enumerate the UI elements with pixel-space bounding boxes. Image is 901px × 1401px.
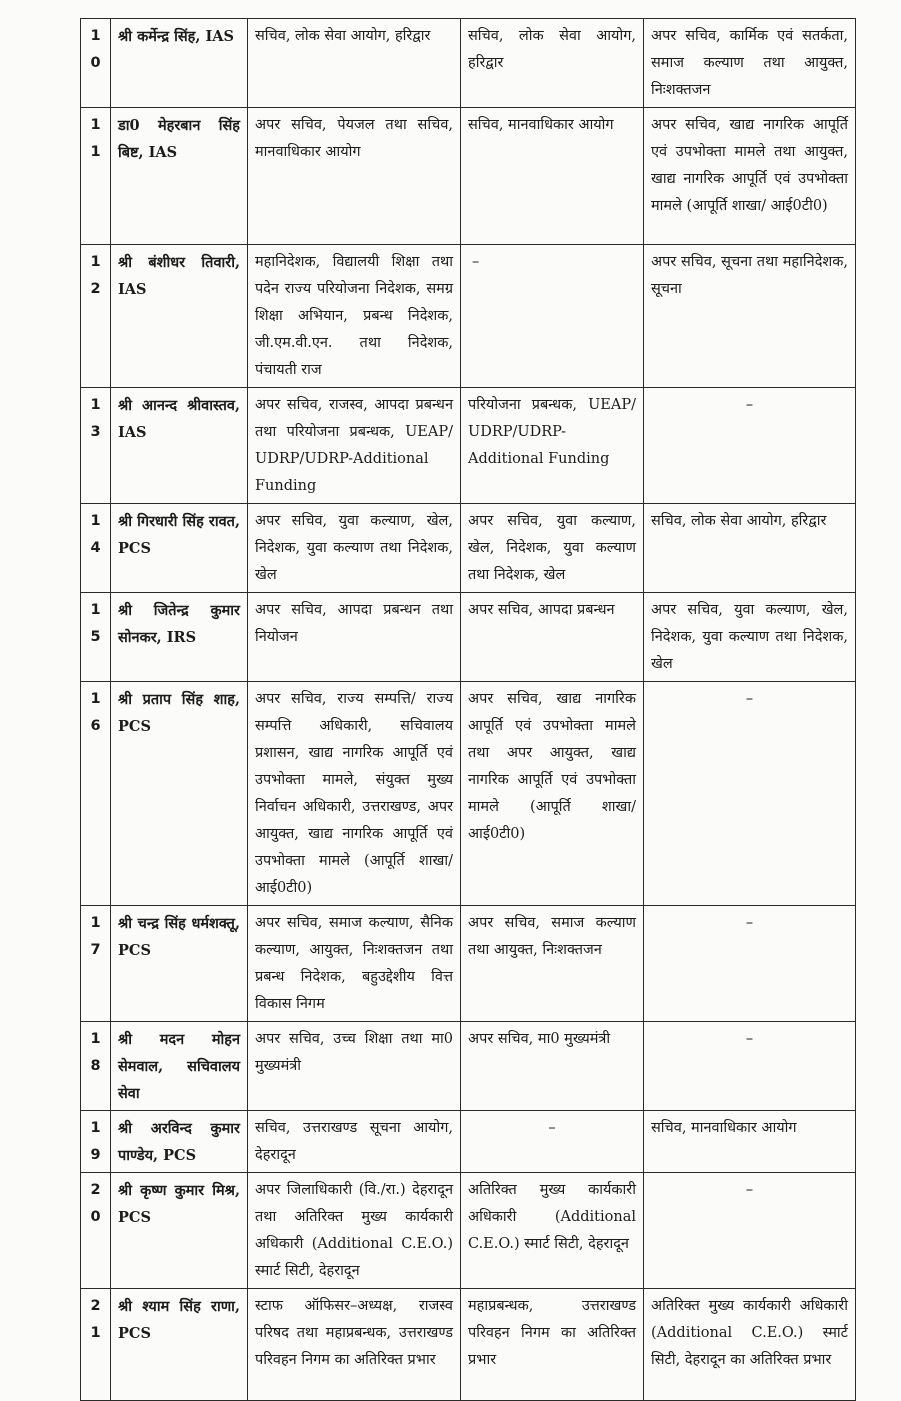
table-row [81, 19, 856, 108]
current-post: अपर सचिव, राज्य सम्पत्ति/ राज्य सम्पत्ति अधिकारी, सचिवालय प्रशासन, खाद्य नागरिक आपूर्ति एवं उपभोक्ता मामले, संयुक्त मुख्य निर्वाचन अधिकारी, उत्तराखण्ड, अपर आयुक्त, खाद्य नागरिक आपूर्ति एवं उपभोक्ता मामले (आपूर्ति शाखा/आई0टी0) [248, 682, 461, 906]
new-post: – [644, 388, 856, 504]
retained-post: महाप्रबन्धक, उत्तराखण्ड परिवहन निगम का अतिरिक्त प्रभार [461, 1289, 644, 1401]
serial-number: 19 [81, 1111, 111, 1173]
table-row [81, 108, 856, 245]
table-row [81, 1022, 856, 1111]
retained-post: अपर सचिव, मा0 मुख्यमंत्री [461, 1022, 644, 1111]
new-post: अपर सचिव, युवा कल्याण, खेल, निदेशक, युवा कल्याण तथा निदेशक, खेल [644, 593, 856, 682]
retained-post: अतिरिक्त मुख्य कार्यकारी अधिकारी (Additional C.E.O.) स्मार्ट सिटी, देहरादून [461, 1173, 644, 1289]
table-row [81, 1173, 856, 1289]
current-post: अपर सचिव, उच्च शिक्षा तथा मा0 मुख्यमंत्री [248, 1022, 461, 1111]
current-post: अपर सचिव, आपदा प्रबन्धन तथा नियोजन [248, 593, 461, 682]
retained-post: अपर सचिव, समाज कल्याण तथा आयुक्त, निःशक्तजन [461, 906, 644, 1022]
current-post: सचिव, उत्तराखण्ड सूचना आयोग, देहरादून [248, 1111, 461, 1173]
officer-name: श्री कर्मेन्द्र सिंह, IAS [111, 19, 248, 108]
table-row [81, 906, 856, 1022]
current-post: अपर सचिव, युवा कल्याण, खेल, निदेशक, युवा कल्याण तथा निदेशक, खेल [248, 504, 461, 593]
serial-number: 13 [81, 388, 111, 504]
new-post: सचिव, मानवाधिकार आयोग [644, 1111, 856, 1173]
retained-post: सचिव, मानवाधिकार आयोग [461, 108, 644, 245]
officer-name: श्री गिरधारी सिंह रावत, PCS [111, 504, 248, 593]
retained-post: – [461, 1111, 644, 1173]
table-row [81, 1111, 856, 1173]
serial-number: 11 [81, 108, 111, 245]
current-post: अपर जिलाधिकारी (वि./रा.) देहरादून तथा अतिरिक्त मुख्य कार्यकारी अधिकारी (Additional C.E.O.) स्मार्ट सिटी, देहरादून [248, 1173, 461, 1289]
table-row [81, 504, 856, 593]
new-post: अपर सचिव, सूचना तथा महानिदेशक, सूचना [644, 245, 856, 388]
retained-post: अपर सचिव, युवा कल्याण, खेल, निदेशक, युवा कल्याण तथा निदेशक, खेल [461, 504, 644, 593]
officer-name: श्री जितेन्द्र कुमार सोनकर, IRS [111, 593, 248, 682]
new-post: – [644, 1173, 856, 1289]
new-post: अपर सचिव, खाद्य नागरिक आपूर्ति एवं उपभोक्ता मामले तथा आयुक्त, खाद्य नागरिक आपूर्ति एवं उपभोक्ता मामले (आपूर्ति शाखा/ आई0टी0) [644, 108, 856, 245]
retained-post: अपर सचिव, खाद्य नागरिक आपूर्ति एवं उपभोक्ता मामले तथा अपर आयुक्त, खाद्य नागरिक आपूर्ति एवं उपभोक्ता मामले (आपूर्ति शाखा/ आई0टी0) [461, 682, 644, 906]
current-post: अपर सचिव, राजस्व, आपदा प्रबन्धन तथा परियोजना प्रबन्धक, UEAP/ UDRP/UDRP-Additional Funding [248, 388, 461, 504]
current-post: अपर सचिव, पेयजल तथा सचिव, मानवाधिकार आयोग [248, 108, 461, 245]
current-post: स्टाफ ऑफिसर–अध्यक्ष, राजस्व परिषद तथा महाप्रबन्धक, उत्तराखण्ड परिवहन निगम का अतिरिक्त प्रभार [248, 1289, 461, 1401]
new-post: – [644, 1022, 856, 1111]
new-post: – [644, 906, 856, 1022]
retained-post: सचिव, लोक सेवा आयोग, हरिद्वार [461, 19, 644, 108]
current-post: अपर सचिव, समाज कल्याण, सैनिक कल्याण, आयुक्त, निःशक्तजन तथा प्रबन्ध निदेशक, बहुउद्देशीय वित्त विकास निगम [248, 906, 461, 1022]
table-row [81, 682, 856, 906]
new-post: अतिरिक्त मुख्य कार्यकारी अधिकारी (Additional C.E.O.) स्मार्ट सिटी, देहरादून का अतिरिक्त प्रभार [644, 1289, 856, 1401]
officer-name: श्री चन्द्र सिंह धर्मशक्तू, PCS [111, 906, 248, 1022]
new-post: – [644, 682, 856, 906]
table-row [81, 388, 856, 504]
serial-number: 21 [81, 1289, 111, 1401]
new-post: सचिव, लोक सेवा आयोग, हरिद्वार [644, 504, 856, 593]
transfer-table [80, 18, 856, 1401]
serial-number: 10 [81, 19, 111, 108]
serial-number: 17 [81, 906, 111, 1022]
officer-name: श्री आनन्द श्रीवास्तव, IAS [111, 388, 248, 504]
table-row [81, 245, 856, 388]
serial-number: 14 [81, 504, 111, 593]
serial-number: 16 [81, 682, 111, 906]
serial-number: 18 [81, 1022, 111, 1111]
serial-number: 20 [81, 1173, 111, 1289]
officer-name: श्री श्याम सिंह राणा, PCS [111, 1289, 248, 1401]
current-post: महानिदेशक, विद्यालयी शिक्षा तथा पदेन राज्य परियोजना निदेशक, समग्र शिक्षा अभियान, प्रबन्ध निदेशक, जी.एम.वी.एन. तथा निदेशक, पंचायती राज [248, 245, 461, 388]
table-row [81, 593, 856, 682]
officer-name: श्री प्रताप सिंह शाह, PCS [111, 682, 248, 906]
serial-number: 12 [81, 245, 111, 388]
table-row [81, 1289, 856, 1401]
current-post: सचिव, लोक सेवा आयोग, हरिद्वार [248, 19, 461, 108]
officer-name: श्री बंशीधर तिवारी, IAS [111, 245, 248, 388]
officer-name: श्री अरविन्द कुमार पाण्डेय, PCS [111, 1111, 248, 1173]
new-post: अपर सचिव, कार्मिक एवं सतर्कता, समाज कल्याण तथा आयुक्त, निःशक्तजन [644, 19, 856, 108]
officer-name: श्री कृष्ण कुमार मिश्र, PCS [111, 1173, 248, 1289]
serial-number: 15 [81, 593, 111, 682]
officer-name: श्री मदन मोहन सेमवाल, सचिवालय सेवा [111, 1022, 248, 1111]
retained-post: परियोजना प्रबन्धक, UEAP/ UDRP/UDRP-Additional Funding [461, 388, 644, 504]
retained-post: – [461, 245, 644, 388]
retained-post: अपर सचिव, आपदा प्रबन्धन [461, 593, 644, 682]
officer-name: डा0 मेहरबान सिंह बिष्ट, IAS [111, 108, 248, 245]
